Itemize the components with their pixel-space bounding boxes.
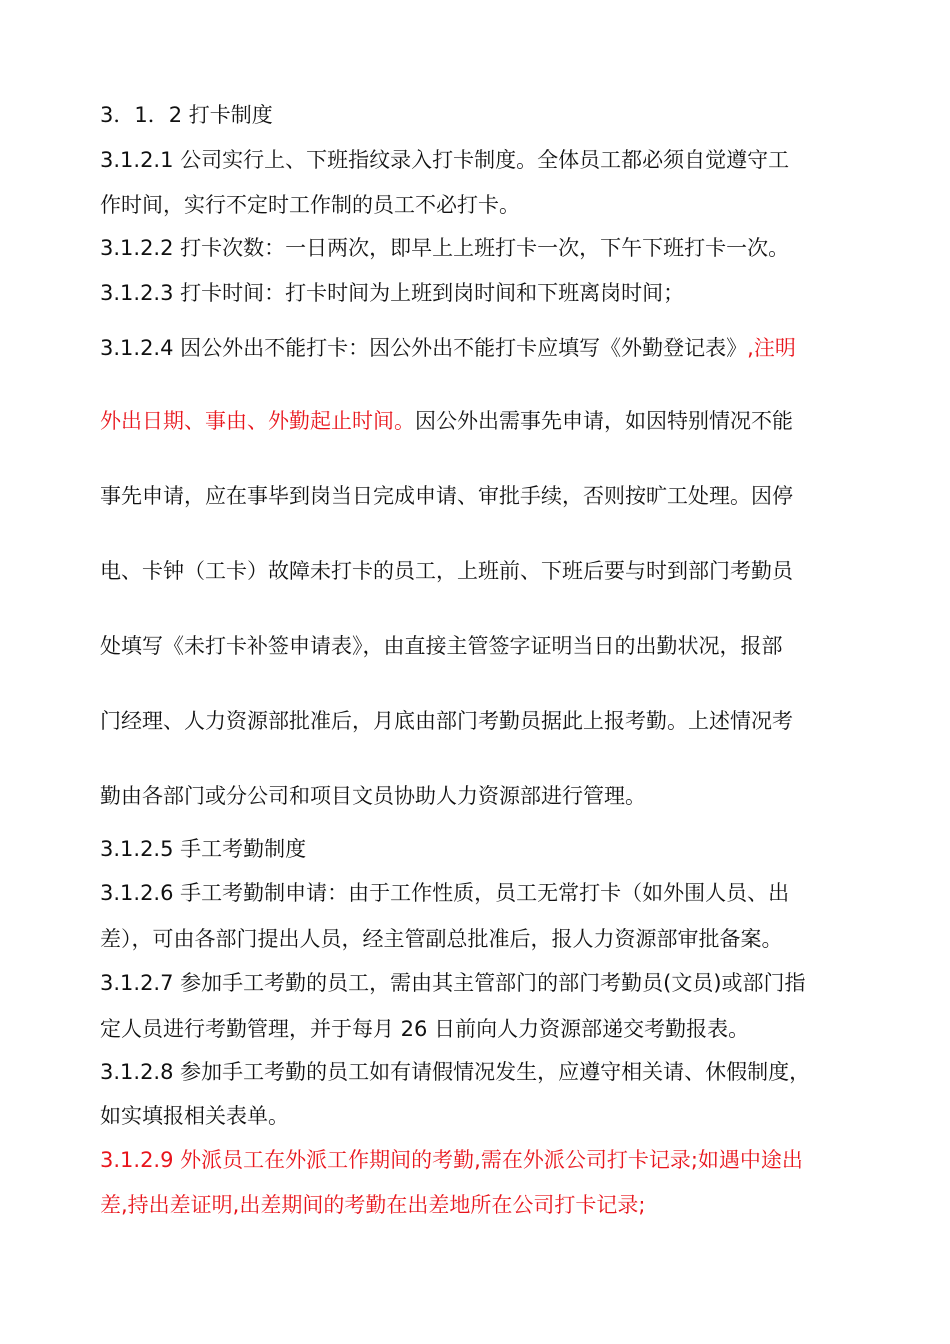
clause-3-1-2-9-line-1: 3.1.2.9 外派员工在外派工作期间的考勤,需在外派公司打卡记录;如遇中途出 <box>100 1148 803 1172</box>
clause-3-1-2-4-text: 3.1.2.4 因公外出不能打卡：因公外出不能打卡应填写《外勤登记表》 <box>100 336 748 360</box>
clause-3-1-2-4-line-5: 处填写《未打卡补签申请表》，由直接主管签字证明当日的出勤状况，报部 <box>100 634 783 658</box>
clause-3-1-2-4-line-7: 勤由各部门或分公司和项目文员协助人力资源部进行管理。 <box>100 784 646 808</box>
clause-3-1-2-4-line-6: 门经理、人力资源部批准后，月底由部门考勤员据此上报考勤。上述情况考 <box>100 709 793 733</box>
clause-3-1-2-1-line-1: 3.1.2.1 公司实行上、下班指纹录入打卡制度。全体员工都必须自觉遵守工 <box>100 148 790 172</box>
clause-3-1-2-8-line-2: 如实填报相关表单。 <box>100 1104 289 1128</box>
clause-3-1-2-6-line-2: 差），可由各部门提出人员，经主管副总批准后，报人力资源部审批备案。 <box>100 927 783 951</box>
clause-3-1-2-5: 3.1.2.5 手工考勤制度 <box>100 837 307 861</box>
clause-3-1-2-4-line-4: 电、卡钟（工卡）故障未打卡的员工，上班前、下班后要与时到部门考勤员 <box>100 559 793 583</box>
clause-3-1-2-4-text: 因公外出需事先申请，如因特别情况不能 <box>415 409 793 433</box>
clause-3-1-2-3: 3.1.2.3 打卡时间：打卡时间为上班到岗时间和下班离岗时间； <box>100 281 685 305</box>
clause-3-1-2-6-line-1: 3.1.2.6 手工考勤制申请：由于工作性质，员工无常打卡（如外围人员、出 <box>100 881 790 905</box>
clause-3-1-2-9-line-2: 差,持出差证明,出差期间的考勤在出差地所在公司打卡记录; <box>100 1193 646 1217</box>
clause-3-1-2-4-line-2 <box>100 406 793 436</box>
section-heading: 3．1．2 打卡制度 <box>100 103 273 127</box>
clause-3-1-2-1-line-2: 作时间，实行不定时工作制的员工不必打卡。 <box>100 193 520 217</box>
highlighted-text: 外出日期、事由、外勤起止时间。 <box>100 409 415 433</box>
clause-3-1-2-8-line-1: 3.1.2.8 参加手工考勤的员工如有请假情况发生，应遵守相关请、休假制度， <box>100 1060 811 1084</box>
clause-3-1-2-7-line-2: 定人员进行考勤管理，并于每月 26 日前向人力资源部递交考勤报表。 <box>100 1017 750 1041</box>
clause-3-1-2-4-line-1 <box>100 333 796 363</box>
highlighted-text: ,注明 <box>747 336 796 360</box>
clause-3-1-2-2: 3.1.2.2 打卡次数：一日两次，即早上上班打卡一次，下午下班打卡一次。 <box>100 236 790 260</box>
clause-3-1-2-4-line-3: 事先申请，应在事毕到岗当日完成申请、审批手续，否则按旷工处理。因停 <box>100 484 793 508</box>
clause-3-1-2-7-line-1: 3.1.2.7 参加手工考勤的员工，需由其主管部门的部门考勤员(文员)或部门指 <box>100 971 806 995</box>
